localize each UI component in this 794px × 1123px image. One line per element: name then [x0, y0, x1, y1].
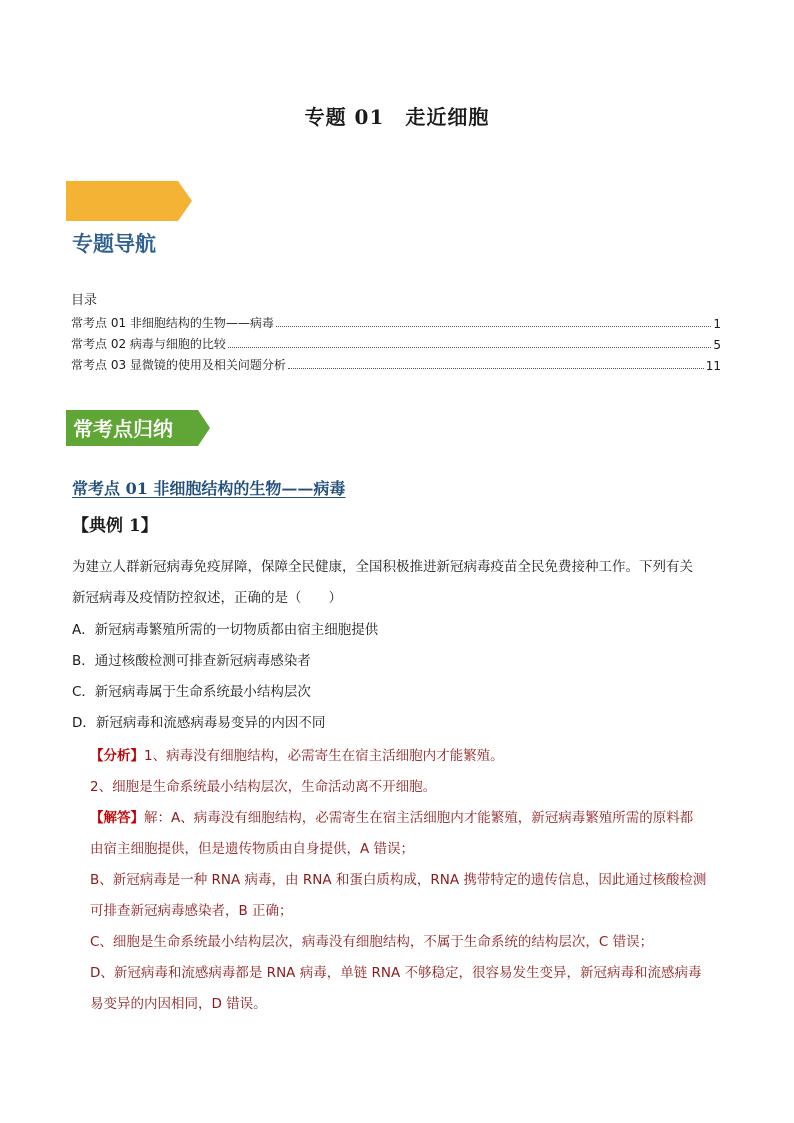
toc-entry-page: 5 — [713, 338, 721, 352]
example-label: 【典例 1】 — [72, 516, 158, 536]
document-title: 专题 01 走近细胞 — [304, 105, 490, 129]
option-c: C．新冠病毒属于生命系统最小结构层次 — [72, 684, 311, 700]
analysis-text: 1、病毒没有细胞结构，必需寄生在宿主活细胞内才能繁殖。 — [144, 748, 504, 764]
option-a: A．新冠病毒繁殖所需的一切物质都由宿主细胞提供 — [72, 622, 379, 638]
orange-banner-shape — [66, 181, 194, 221]
question-text: 新冠病毒及疫情防控叙述，正确的是（ ） — [72, 590, 342, 606]
answer-tag: 【解答】 — [90, 810, 144, 826]
option-b: B．通过核酸检测可排查新冠病毒感染者 — [72, 653, 311, 669]
analysis-line — [90, 744, 750, 764]
answer-line: 易变异的内因相同，D 错误。 — [90, 996, 267, 1012]
toc-label: 目录 — [71, 293, 98, 308]
toc-entry[interactable] — [71, 334, 721, 352]
toc-leader — [288, 368, 704, 369]
answer-text: 解：A、病毒没有细胞结构，必需寄生在宿主活细胞内才能繁殖，新冠病毒繁殖所需的原料都 — [144, 810, 694, 826]
answer-line: 可排查新冠病毒感染者，B 正确； — [90, 903, 293, 919]
answer-line: D、新冠病毒和流感病毒都是 RNA 病毒，单链 RNA 不够稳定，很容易发生变异，新冠病毒和流感病毒 — [90, 965, 702, 981]
toc-entry-page: 11 — [705, 359, 721, 373]
answer-line: C、细胞是生命系统最小结构层次，病毒没有细胞结构，不属于生命系统的结构层次，C 错误； — [90, 934, 654, 950]
key-point-title: 常考点 01 非细胞结构的生物——病毒 — [72, 479, 346, 498]
toc-entry-text: 常考点 03 显微镜的使用及相关问题分析 — [71, 358, 286, 372]
toc-entry-text: 常考点 02 病毒与细胞的比较 — [71, 337, 226, 351]
nav-heading: 专题导航 — [72, 232, 156, 256]
section-tag: 常考点归纳 — [73, 417, 173, 441]
analysis-line: 2、细胞是生命系统最小结构层次，生命活动离不开细胞。 — [90, 779, 437, 795]
option-d: D．新冠病毒和流感病毒易变异的内因不同 — [72, 715, 326, 731]
toc-leader — [228, 347, 711, 348]
toc-entry[interactable] — [71, 355, 721, 373]
answer-line — [90, 806, 750, 826]
toc-entry-text: 常考点 01 非细胞结构的生物——病毒 — [71, 316, 274, 330]
question-text: 为建立人群新冠病毒免疫屏障，保障全民健康，全国积极推进新冠病毒疫苗全民免费接种工作。下列有关 — [72, 559, 693, 575]
toc-entry[interactable] — [71, 313, 721, 331]
answer-line: 由宿主细胞提供，但是遗传物质由自身提供，A 错误； — [90, 841, 415, 857]
toc-entry-page: 1 — [713, 317, 721, 331]
analysis-tag: 【分析】 — [90, 748, 144, 764]
toc-leader — [276, 326, 711, 327]
answer-line: B、新冠病毒是一种 RNA 病毒，由 RNA 和蛋白质构成，RNA 携带特定的遗传信息，因此通过核酸检测 — [90, 872, 707, 888]
